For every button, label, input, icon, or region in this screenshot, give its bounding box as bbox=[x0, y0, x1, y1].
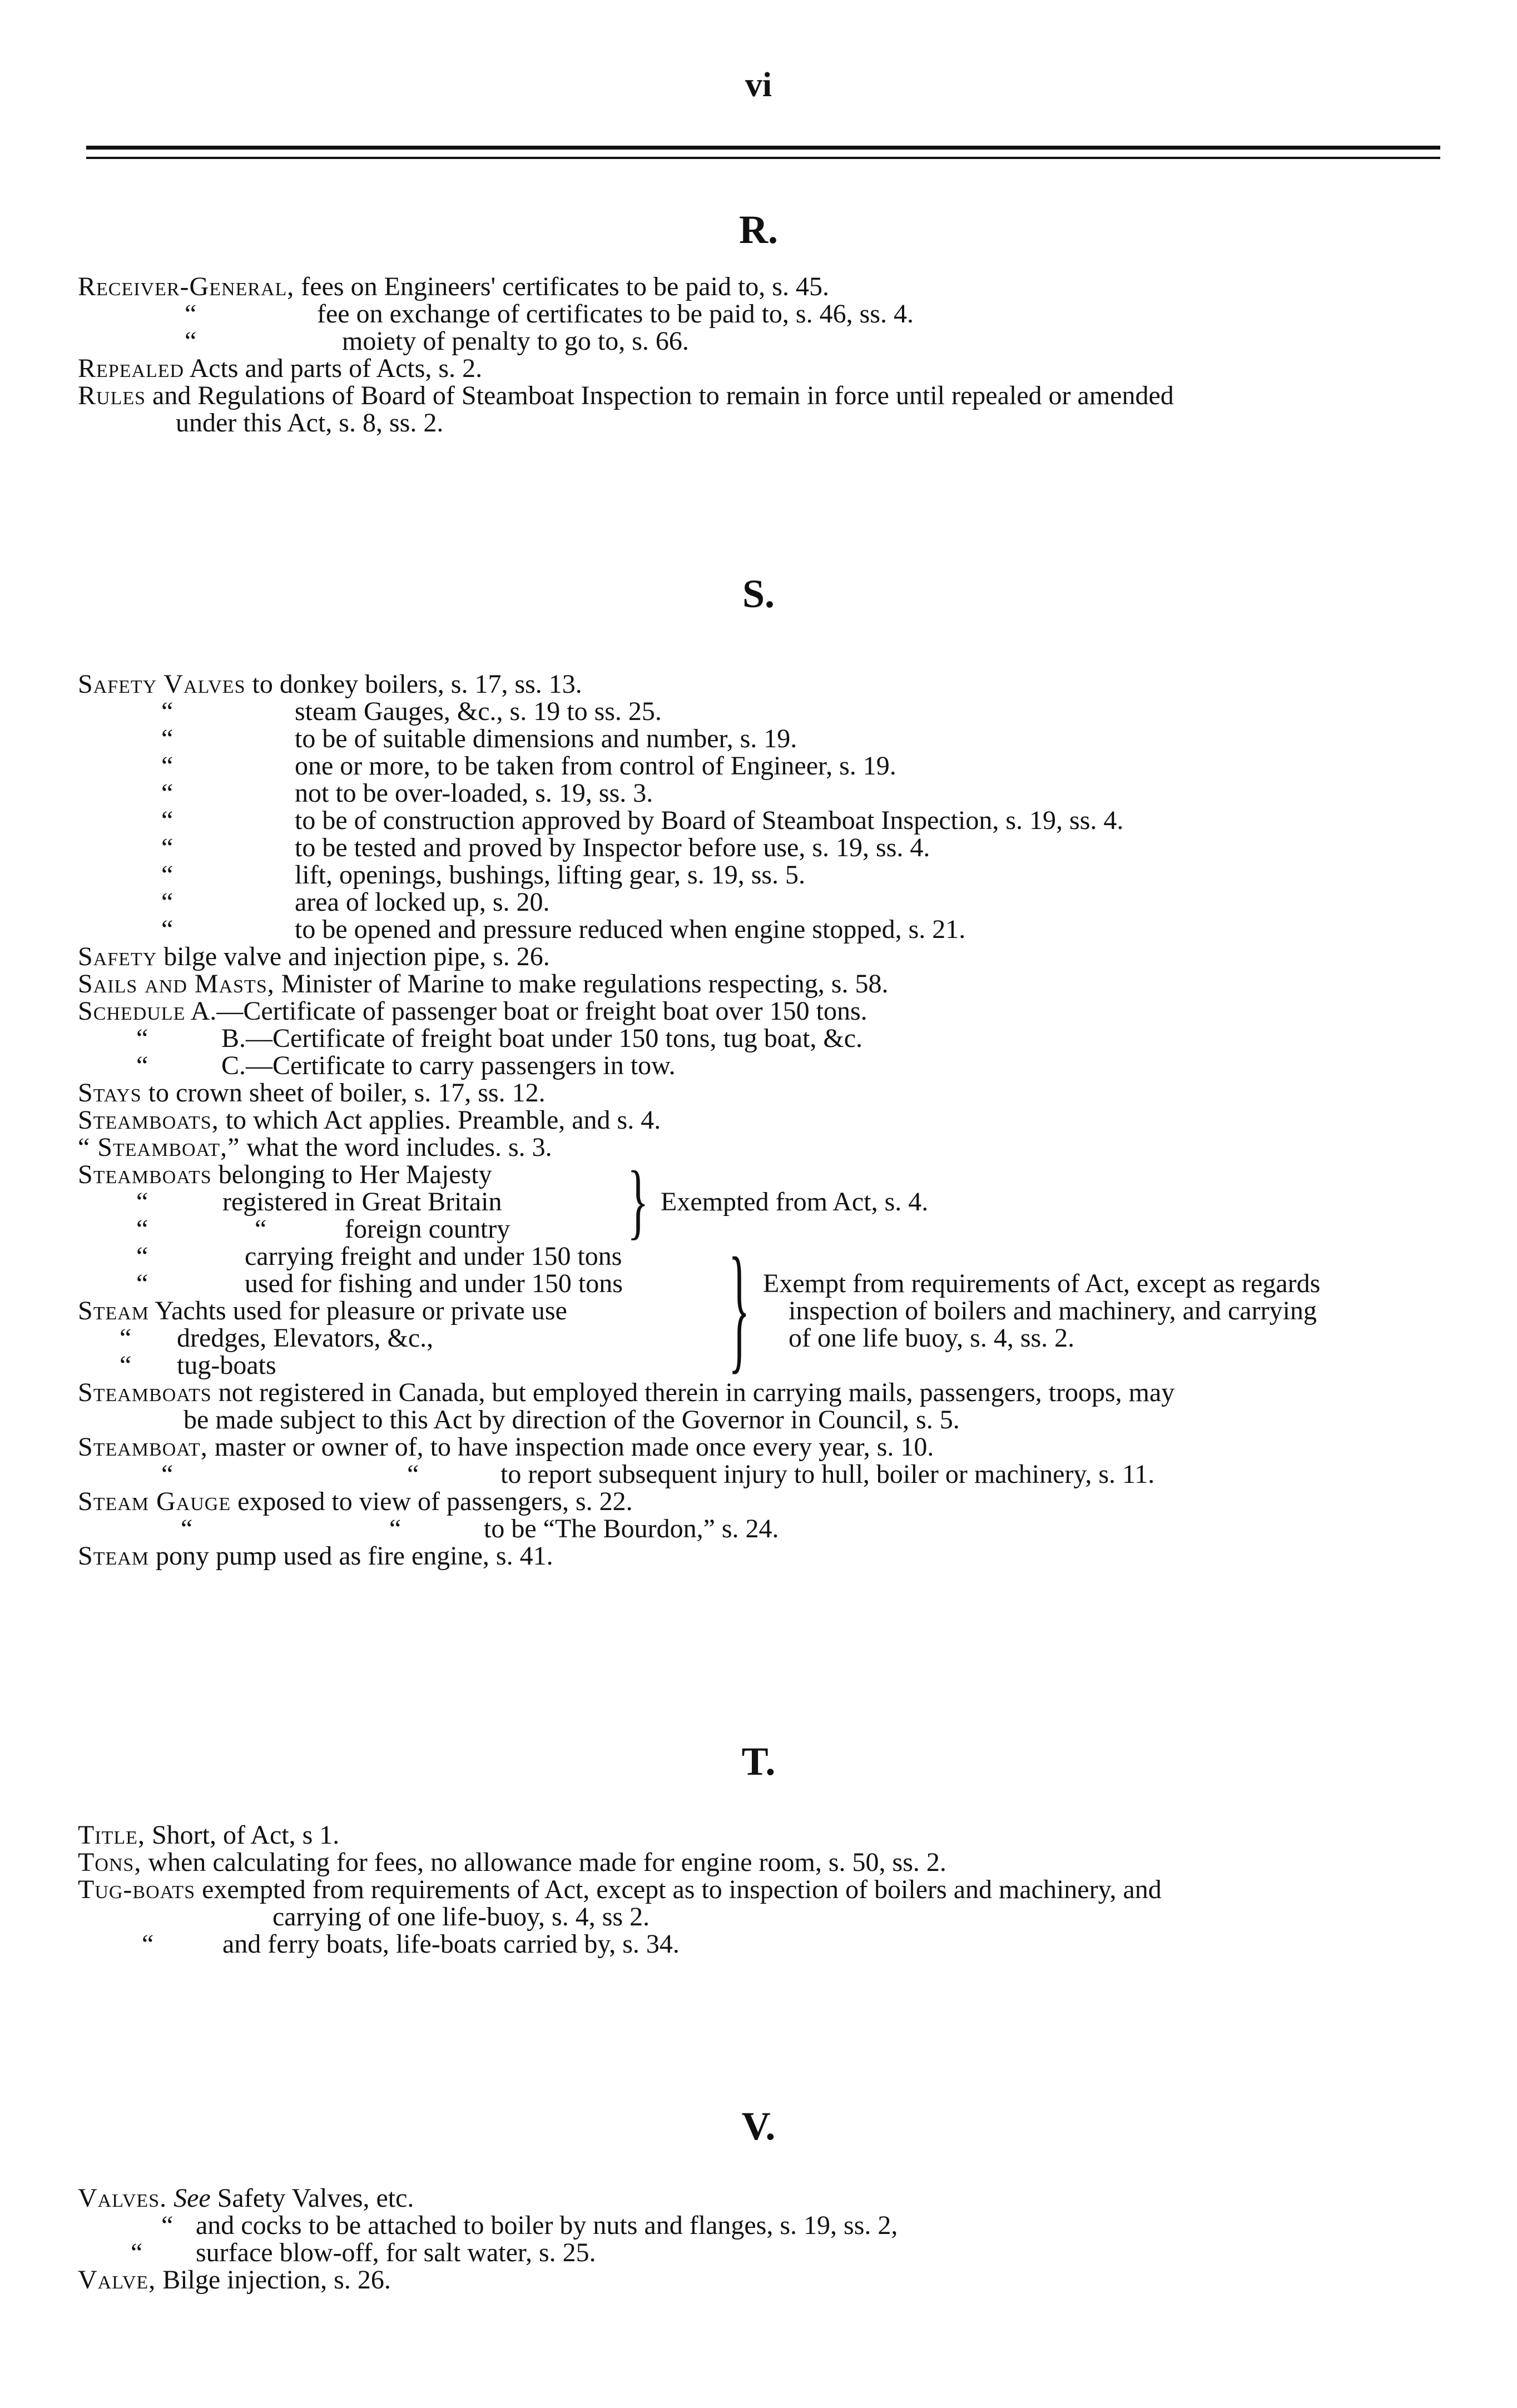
index-entry: surface blow-off, for salt water, s. 25. bbox=[196, 2238, 596, 2267]
index-entry: to be tested and proved by Inspector before use, s. 19, ss. 4. bbox=[295, 833, 930, 862]
entry-text: exposed to view of passengers, s. 22. bbox=[237, 1487, 633, 1516]
entry-head: Steam bbox=[78, 1541, 150, 1571]
entry-head: Steamboat, bbox=[78, 1432, 208, 1462]
index-entry: dredges, Elevators, &c., bbox=[177, 1323, 434, 1353]
entry-head: Steamboats bbox=[78, 1378, 212, 1407]
index-entry: not to be over-loaded, s. 19, ss. 3. bbox=[295, 778, 653, 808]
header-rule-thin bbox=[86, 157, 1440, 159]
ditto-mark: “ bbox=[120, 1351, 132, 1380]
index-entry bbox=[78, 1133, 552, 1162]
entry-text: exempted from requirements of Act, except as to inspection of boilers and machinery, and bbox=[202, 1875, 1162, 1904]
ditto-mark: “ bbox=[161, 806, 173, 835]
section-heading-t: T. bbox=[741, 1739, 776, 1784]
ditto-mark: “ bbox=[142, 1929, 154, 1959]
see-label: See bbox=[173, 2183, 211, 2213]
ditto-mark: “ bbox=[136, 1242, 148, 1271]
index-entry bbox=[78, 1821, 339, 1850]
entry-text: to crown sheet of boiler, s. 17, ss. 12. bbox=[148, 1078, 546, 1108]
ditto-mark: “ bbox=[120, 1323, 132, 1353]
index-entry: to report subsequent injury to hull, boiler or machinery, s. 11. bbox=[500, 1459, 1155, 1489]
index-entry bbox=[78, 670, 582, 699]
entry-text: Bilge injection, s. 26. bbox=[162, 2265, 391, 2295]
right-brace: } bbox=[627, 1155, 649, 1248]
index-entry-continued: carrying of one life-buoy, s. 4, ss 2. bbox=[272, 1902, 650, 1932]
index-entry: C.—Certificate to carry passengers in tow. bbox=[221, 1051, 676, 1080]
entry-text: Minister of Marine to make regulations respecting, s. 58. bbox=[281, 969, 889, 999]
index-entry: steam Gauges, &c., s. 19 to ss. 25. bbox=[295, 697, 662, 726]
index-entry bbox=[78, 272, 829, 301]
exemption-note: of one life buoy, s. 4, ss. 2. bbox=[789, 1323, 1075, 1353]
entry-text: Short, of Act, s 1. bbox=[151, 1820, 340, 1850]
ditto-mark: “ bbox=[136, 1214, 148, 1244]
entry-head: Rules bbox=[78, 381, 146, 410]
entry-text: and Regulations of Board of Steamboat Inspection to remain in force until repealed or amended bbox=[152, 381, 1174, 410]
ditto-mark: “ bbox=[161, 887, 173, 917]
ditto-mark: “ bbox=[136, 1024, 148, 1053]
ditto-mark: “ bbox=[161, 724, 173, 753]
index-entry: and cocks to be attached to boiler by nuts and flanges, s. 19, ss. 2, bbox=[196, 2211, 898, 2240]
ditto-mark: “ bbox=[131, 2238, 143, 2267]
entry-text: when calculating for fees, no allowance made for engine room, s. 50, ss. 2. bbox=[148, 1848, 946, 1877]
ditto-mark: “ bbox=[161, 751, 173, 781]
entry-head: Steam Gauge bbox=[78, 1487, 231, 1516]
ditto-mark: “ bbox=[181, 1514, 193, 1543]
ditto-mark: “ bbox=[161, 833, 173, 862]
ditto-mark: “ bbox=[161, 915, 173, 944]
ditto-mark: “ bbox=[407, 1459, 419, 1489]
entry-head: Steam bbox=[78, 1296, 150, 1325]
ditto-mark: “ bbox=[185, 299, 197, 329]
entry-text: Yachts used for pleasure or private use bbox=[155, 1296, 567, 1325]
right-brace: } bbox=[728, 1230, 750, 1387]
index-entry bbox=[78, 942, 550, 971]
entry-head: Repealed bbox=[78, 354, 185, 383]
index-entry bbox=[78, 1542, 553, 1571]
entry-text: what the word includes. s. 3. bbox=[246, 1133, 552, 1162]
section-heading-r: R. bbox=[739, 207, 778, 252]
index-entry: lift, openings, bushings, lifting gear, s. 19, ss. 5. bbox=[295, 860, 806, 890]
index-entry bbox=[78, 2184, 414, 2213]
ditto-mark: “ bbox=[136, 1269, 148, 1298]
entry-text: belonging to Her Majesty bbox=[218, 1160, 492, 1189]
ditto-mark: “ bbox=[389, 1514, 401, 1543]
entry-text: pony pump used as fire engine, s. 41. bbox=[156, 1541, 553, 1571]
ditto-mark: “ bbox=[185, 326, 197, 356]
ditto-mark: “ bbox=[161, 1459, 173, 1489]
entry-head: Safety Valves bbox=[78, 669, 246, 699]
index-entry bbox=[78, 1433, 934, 1462]
entry-text: to donkey boilers, s. 17, ss. 13. bbox=[252, 669, 582, 699]
entry-head: Schedule bbox=[78, 996, 186, 1026]
header-rule bbox=[86, 146, 1440, 150]
ditto-mark: “ bbox=[161, 697, 173, 726]
entry-text: master or owner of, to have inspection made once every year, s. 10. bbox=[214, 1432, 934, 1462]
entry-head: Steamboats bbox=[78, 1160, 212, 1189]
index-entry: one or more, to be taken from control of Engineer, s. 19. bbox=[295, 751, 896, 781]
entry-head: Valves. bbox=[78, 2183, 167, 2213]
entry-head: Safety bbox=[78, 942, 157, 971]
entry-text: not registered in Canada, but employed therein in carrying mails, passengers, troops, may bbox=[218, 1378, 1175, 1407]
index-entry bbox=[78, 1106, 661, 1135]
ditto-mark: “ bbox=[136, 1187, 148, 1217]
index-entry: registered in Great Britain bbox=[222, 1187, 502, 1217]
index-entry bbox=[78, 1378, 1174, 1407]
entry-text: A.—Certificate of passenger boat or freight boat over 150 tons. bbox=[190, 996, 867, 1026]
index-entry: fee on exchange of certificates to be paid to, s. 46, ss. 4. bbox=[317, 299, 914, 329]
ditto-mark: “ bbox=[255, 1214, 267, 1244]
index-entry-continued: be made subject to this Act by direction of the Governor in Council, s. 5. bbox=[184, 1405, 960, 1434]
exemption-note: Exempted from Act, s. 4. bbox=[661, 1187, 929, 1217]
index-entry: tug-boats bbox=[177, 1351, 276, 1380]
ditto-mark: “ bbox=[161, 860, 173, 890]
entry-head: Tug-boats bbox=[78, 1875, 196, 1904]
entry-head: Stays bbox=[78, 1078, 142, 1108]
index-entry bbox=[78, 1487, 633, 1516]
entry-head: Sails and Masts, bbox=[78, 969, 275, 999]
exemption-note: Exempt from requirements of Act, except as regards bbox=[763, 1269, 1321, 1298]
index-entry bbox=[78, 1875, 1162, 1904]
ditto-mark: “ bbox=[161, 2211, 173, 2240]
index-entry bbox=[78, 1079, 546, 1108]
index-entry: to be “The Bourdon,” s. 24. bbox=[484, 1514, 779, 1543]
index-entry bbox=[78, 1297, 567, 1325]
entry-head: Valve, bbox=[78, 2265, 156, 2295]
index-entry bbox=[78, 1848, 946, 1877]
ditto-mark: “ bbox=[161, 778, 173, 808]
entry-text: bilge valve and injection pipe, s. 26. bbox=[163, 942, 550, 971]
index-entry bbox=[78, 970, 888, 999]
page-number: vi bbox=[745, 66, 772, 104]
entry-head: “ Steamboat,” bbox=[78, 1133, 240, 1162]
ditto-mark: “ bbox=[136, 1051, 148, 1080]
index-entry: carrying freight and under 150 tons bbox=[245, 1242, 622, 1271]
entry-text: Acts and parts of Acts, s. 2. bbox=[189, 354, 483, 383]
index-entry: area of locked up, s. 20. bbox=[295, 887, 550, 917]
index-entry: to be of suitable dimensions and number, s. 19. bbox=[295, 724, 797, 753]
index-entry bbox=[78, 2266, 391, 2295]
index-entry: to be of construction approved by Board of Steamboat Inspection, s. 19, ss. 4. bbox=[295, 806, 1124, 835]
section-heading-s: S. bbox=[742, 572, 775, 616]
index-entry: moiety of penalty to go to, s. 66. bbox=[342, 326, 689, 356]
entry-head: Steamboats, bbox=[78, 1105, 219, 1135]
entry-text: to which Act applies. Preamble, and s. 4. bbox=[225, 1105, 661, 1135]
index-entry: and ferry boats, life-boats carried by, s. 34. bbox=[222, 1929, 680, 1959]
index-entry: B.—Certificate of freight boat under 150 tons, tug boat, &c. bbox=[221, 1024, 863, 1053]
index-entry: to be opened and pressure reduced when engine stopped, s. 21. bbox=[295, 915, 966, 944]
entry-text: Safety Valves, etc. bbox=[217, 2183, 414, 2213]
entry-head: Title, bbox=[78, 1820, 145, 1850]
exemption-note: inspection of boilers and machinery, and carrying bbox=[789, 1296, 1317, 1325]
index-entry bbox=[78, 354, 482, 383]
entry-text: fees on Engineers' certificates to be paid to, s. 45. bbox=[301, 272, 829, 301]
index-entry: used for fishing and under 150 tons bbox=[245, 1269, 623, 1298]
index-entry bbox=[78, 381, 1174, 410]
section-heading-v: V. bbox=[741, 2104, 776, 2148]
entry-head: Receiver-General, bbox=[78, 272, 295, 301]
index-entry bbox=[78, 997, 867, 1026]
index-entry bbox=[78, 1160, 492, 1189]
index-entry: foreign country bbox=[345, 1214, 510, 1244]
entry-head: Tons, bbox=[78, 1848, 142, 1877]
index-entry-continued: under this Act, s. 8, ss. 2. bbox=[176, 408, 444, 438]
